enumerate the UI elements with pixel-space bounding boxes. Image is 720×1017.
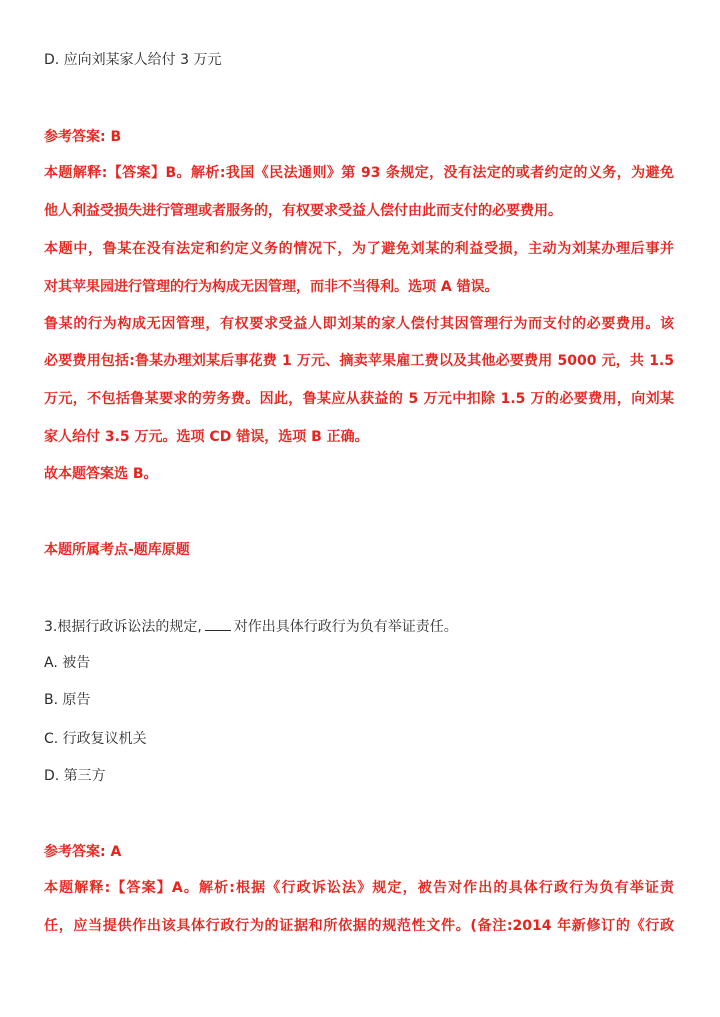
- q2-option-d: D. 应向刘某家人给付 3 万元: [44, 52, 222, 68]
- q2-topic: 本题所属考点-题库原题: [44, 542, 190, 558]
- q3-stem-after: 对作出具体行政行为负有举证责任。: [233, 619, 458, 635]
- q2-explanation-line: 本题中，鲁某在没有法定和约定义务的情况下，为了避免刘某的利益受损，主动为刘某办理后事并: [44, 241, 674, 257]
- q3-option-b: B. 原告: [44, 692, 91, 708]
- q2-explanation-line: 家人给付 3.5 万元。选项 CD 错误，选项 B 正确。: [44, 429, 369, 445]
- q3-stem: [44, 617, 458, 637]
- q2-explanation-line: 必要费用包括:鲁某办理刘某后事花费 1 万元、摘卖苹果雇工费以及其他必要费用 5000 元，共 1.5: [44, 353, 674, 369]
- q3-explanation-line: 本题解释:【答案】A。解析:根据《行政诉讼法》规定，被告对作出的具体行政行为负有举证责: [44, 880, 674, 896]
- q2-explanation-line: 对其苹果园进行管理的行为构成无因管理，而非不当得利。选项 A 错误。: [44, 279, 499, 295]
- q3-answer-blank: [205, 618, 231, 631]
- q2-explanation-line: 本题解释:【答案】B。解析:我国《民法通则》第 93 条规定，没有法定的或者约定的义务，为避免: [44, 165, 674, 181]
- q3-option-d: D. 第三方: [44, 768, 106, 784]
- q2-answer: 参考答案: B: [44, 129, 122, 145]
- q2-explanation-line: 他人利益受损失进行管理或者服务的，有权要求受益人偿付由此而支付的必要费用。: [44, 203, 562, 219]
- q3-explanation-line: 任，应当提供作出该具体行政行为的证据和所依据的规范性文件。(备注:2014 年新修订的《行政: [44, 918, 674, 934]
- q3-answer: 参考答案: A: [44, 844, 122, 860]
- q2-explanation-line: 鲁某的行为构成无因管理，有权要求受益人即刘某的家人偿付其因管理行为而支付的必要费用。该: [44, 316, 674, 332]
- q2-explanation-line: 故本题答案选 B。: [44, 466, 158, 482]
- q3-option-c: C. 行政复议机关: [44, 731, 147, 747]
- q3-option-a: A. 被告: [44, 655, 91, 671]
- q2-explanation-line: 万元，不包括鲁某要求的劳务费。因此，鲁某应从获益的 5 万元中扣除 1.5 万的必要费用，向刘某: [44, 391, 674, 407]
- q3-stem-before: 3.根据行政诉讼法的规定,: [44, 619, 202, 635]
